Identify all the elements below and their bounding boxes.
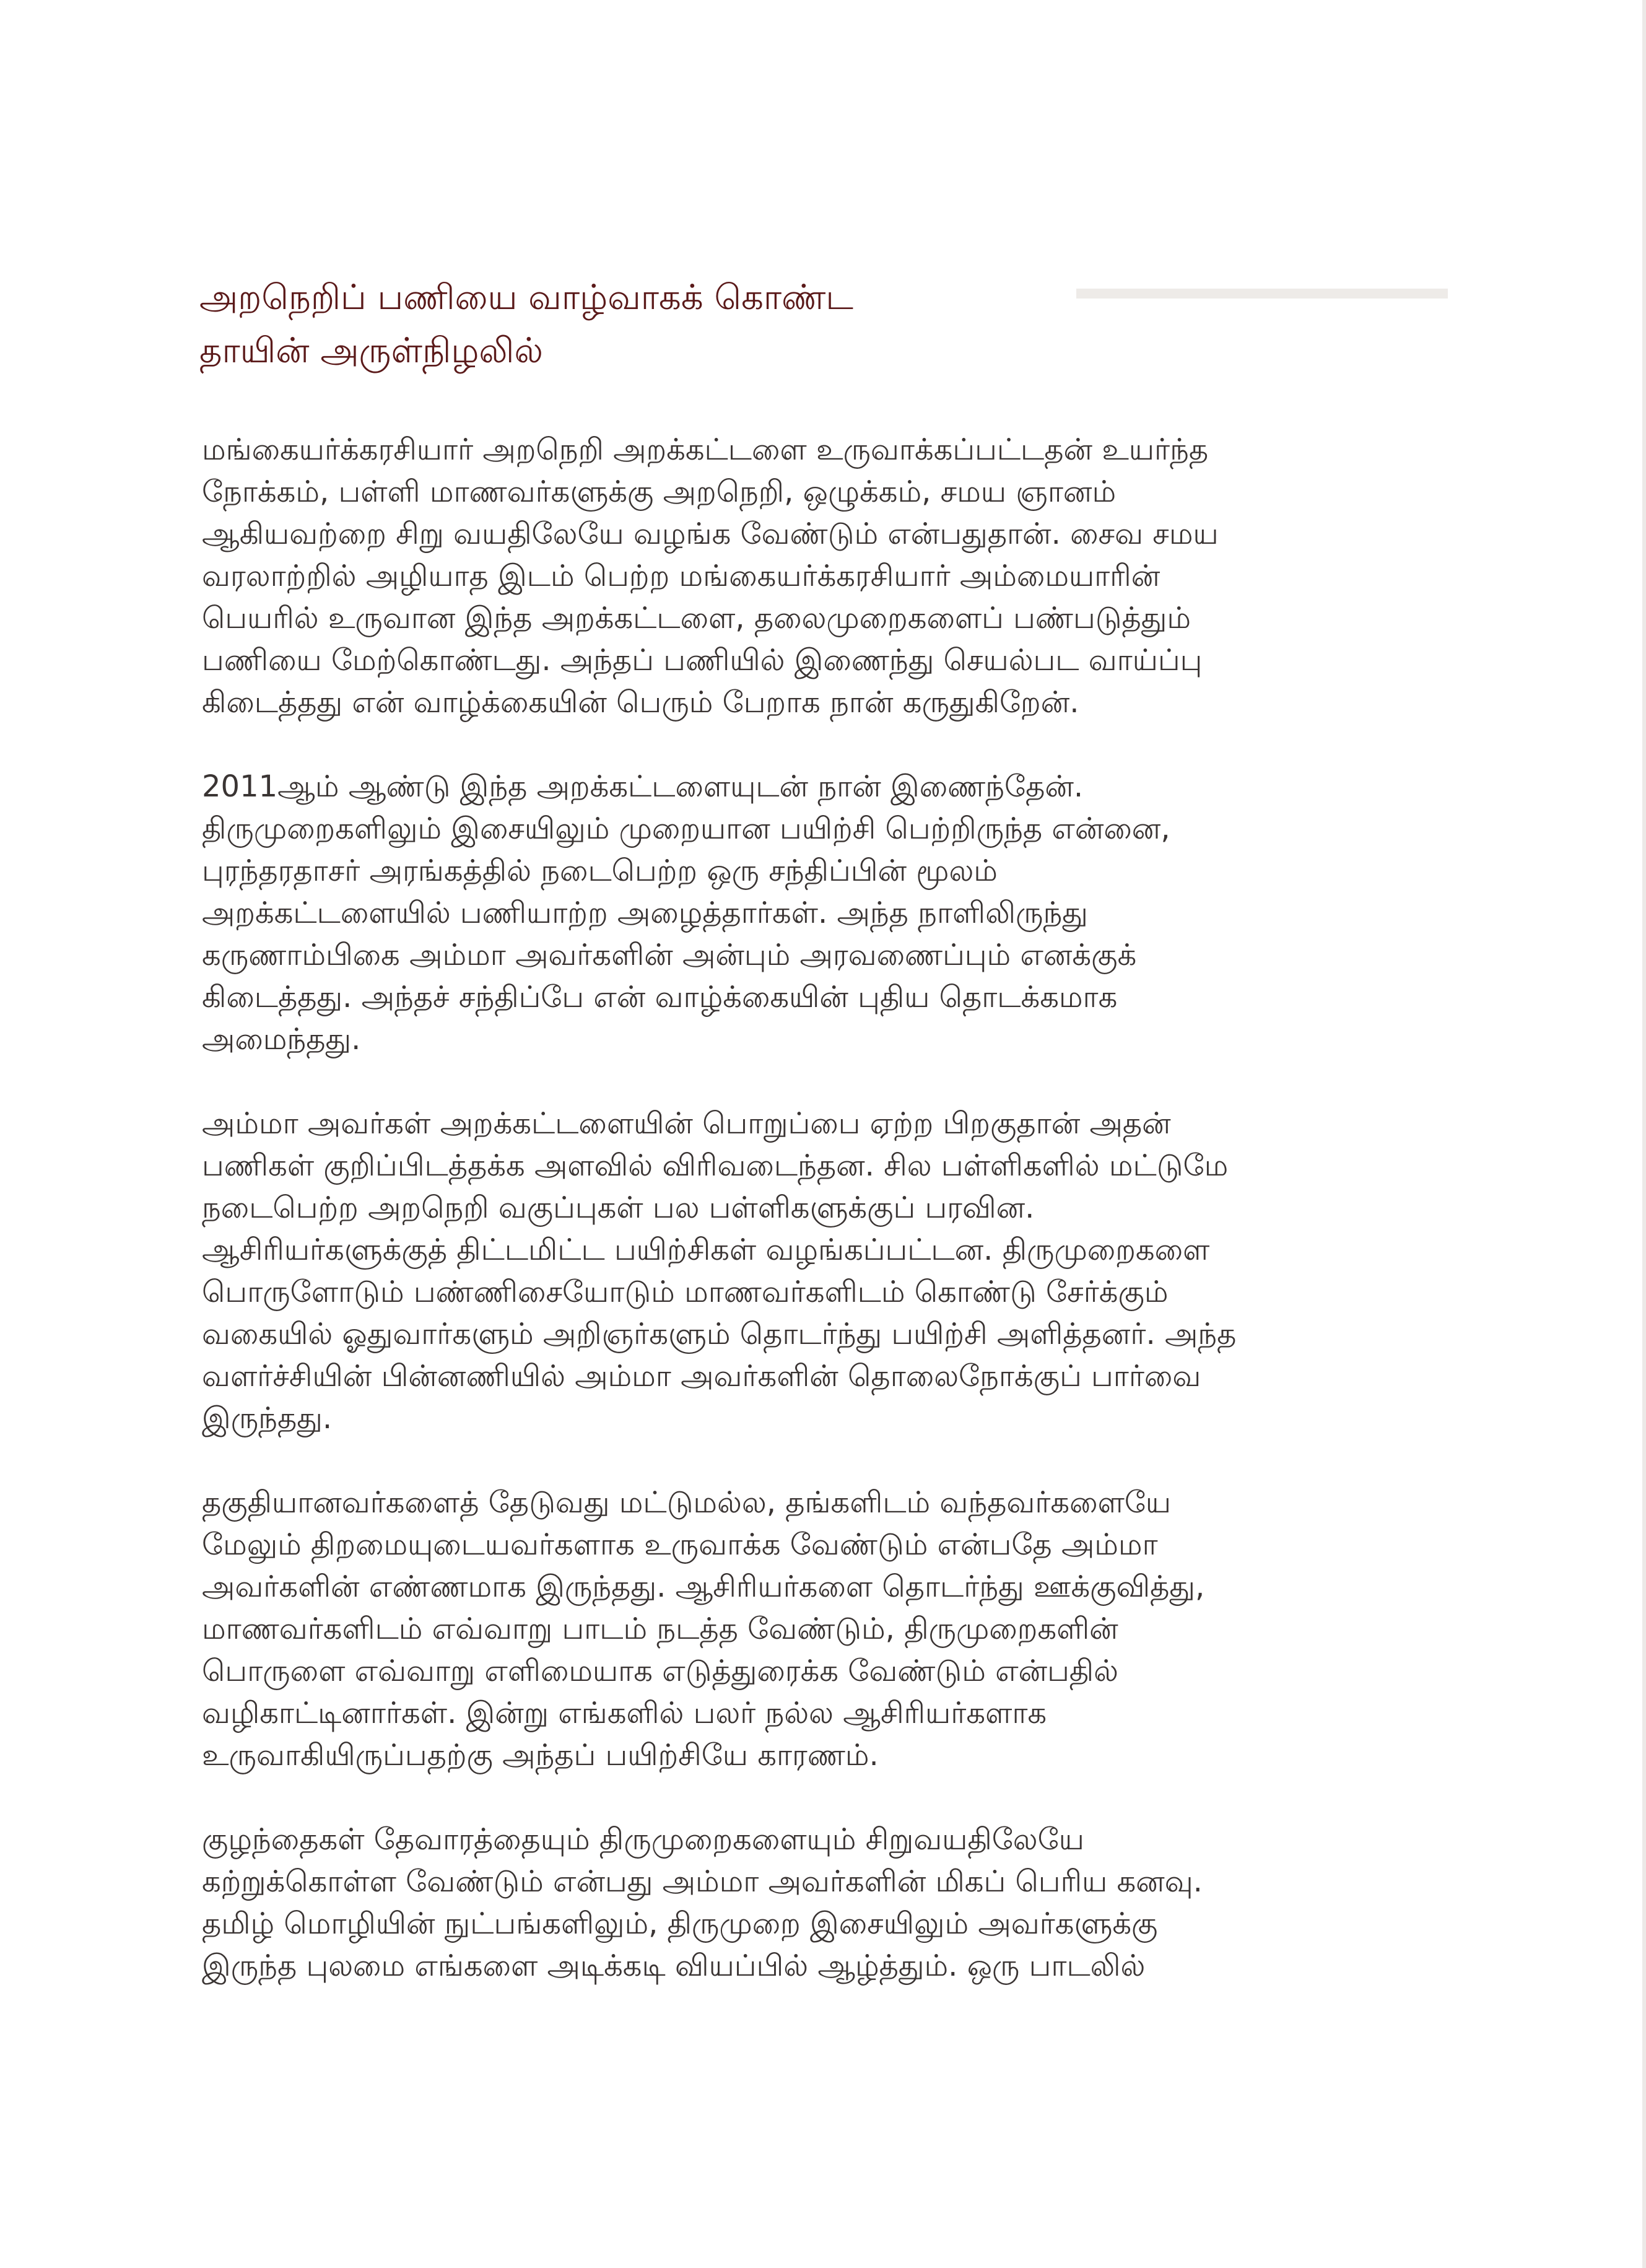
text-line: மாணவர்களிடம் எவ்வாறு பாடம் நடத்த வேண்டும், திருமுறைகளின் <box>202 1612 1118 1646</box>
text-line: பெயரில் உருவான இந்த அறக்கட்டளை, தலைமுறைகளைப் பண்படுத்தும் <box>202 601 1191 635</box>
paragraph-2 <box>202 765 1459 1060</box>
title-line-1: அறநெறிப் பணியை வாழ்வாகக் கொண்ட <box>199 277 853 318</box>
text-line: அவர்களின் எண்ணமாக இருந்தது. ஆசிரியர்களை தொடர்ந்து ஊக்குவித்து, <box>202 1569 1205 1604</box>
text-line: கருணாம்பிகை அம்மா அவர்களின் அன்பும் அரவணைப்பும் எனக்குக் <box>202 938 1137 972</box>
text-line: உருவாகியிருப்பதற்கு அந்தப் பயிற்சியே காரணம். <box>202 1738 879 1773</box>
text-line: அமைந்தது. <box>202 1022 361 1057</box>
text-line: புரந்தரதாசர் அரங்கத்தில் நடைபெற்ற ஒரு சந்திப்பின் மூலம் <box>202 853 998 888</box>
title-divider <box>1076 289 1448 299</box>
text-line: வளர்ச்சியின் பின்னணியில் அம்மா அவர்களின் தொலைநோக்குப் பார்வை <box>202 1359 1201 1394</box>
page-edge <box>1642 0 1646 2268</box>
text-line: தகுதியானவர்களைத் தேடுவது மட்டுமல்ல, தங்களிடம் வந்தவர்களையே <box>202 1485 1172 1520</box>
text-line: அம்மா அவர்கள் அறக்கட்டளையின் பொறுப்பை ஏற்ற பிறகுதான் அதன் <box>202 1106 1171 1141</box>
text-line: அறக்கட்டளையில் பணியாற்ற அழைத்தார்கள். அந்த நாளிலிருந்து <box>202 896 1088 930</box>
text-line: திருமுறைகளிலும் இசையிலும் முறையான பயிற்சி பெற்றிருந்த என்னை, <box>202 811 1170 846</box>
text-line: நோக்கம், பள்ளி மாணவர்களுக்கு அறநெறி, ஒழுக்கம், சமய ஞானம் <box>202 474 1117 509</box>
text-line: கற்றுக்கொள்ள வேண்டும் என்பது அம்மா அவர்களின் மிகப் பெரிய கனவு. <box>202 1864 1203 1899</box>
text-line: வழிகாட்டினார்கள். இன்று எங்களில் பலர் நல்ல ஆசிரியர்களாக <box>202 1696 1047 1730</box>
paragraph-1 <box>202 429 1459 723</box>
text-line: கிடைத்தது என் வாழ்க்கையின் பெரும் பேறாக நான் கருதுகிறேன். <box>202 685 1079 720</box>
text-line: கிடைத்தது. அந்தச் சந்திப்பே என் வாழ்க்கையின் புதிய தொடக்கமாக <box>202 980 1118 1014</box>
text-line: தமிழ் மொழியின் நுட்பங்களிலும், திருமுறை இசையிலும் அவர்களுக்கு <box>202 1906 1158 1941</box>
text-line: பொருளை எவ்வாறு எளிமையாக எடுத்துரைக்க வேண்டும் என்பதில் <box>202 1654 1118 1688</box>
text-line: ஆசிரியர்களுக்குத் திட்டமிட்ட பயிற்சிகள் வழங்கப்பட்டன. திருமுறைகளை <box>202 1232 1210 1267</box>
text-line: 2011ஆம் ஆண்டு இந்த அறக்கட்டளையுடன் நான் இணைந்தேன். <box>202 769 1084 804</box>
text-line: வரலாற்றில் அழியாத இடம் பெற்ற மங்கையர்க்கரசியார் அம்மையாரின் <box>202 559 1160 593</box>
text-line: மேலும் திறமையுடையவர்களாக உருவாக்க வேண்டும் என்பதே அம்மா <box>202 1527 1158 1562</box>
text-line: குழந்தைகள் தேவாரத்தையும் திருமுறைகளையும் சிறுவயதிலேயே <box>202 1822 1084 1857</box>
title-line-2: தாயின் அருள்நிழலில் <box>199 331 543 371</box>
paragraph-5 <box>202 1818 1459 1987</box>
text-line: இருந்தது. <box>202 1401 333 1436</box>
paragraph-4 <box>202 1481 1459 1776</box>
text-line: வகையில் ஓதுவார்களும் அறிஞர்களும் தொடர்ந்து பயிற்சி அளித்தனர். அந்த <box>202 1317 1237 1351</box>
text-line: பொருளோடும் பண்ணிசையோடும் மாணவர்களிடம் கொண்டு சேர்க்கும் <box>202 1275 1169 1309</box>
text-line: ஆகியவற்றை சிறு வயதிலேயே வழங்க வேண்டும் என்பதுதான். சைவ சமய <box>202 517 1219 551</box>
article-title <box>199 271 1066 378</box>
text-line: மங்கையர்க்கரசியார் அறநெறி அறக்கட்டளை உருவாக்கப்பட்டதன் உயர்ந்த <box>202 432 1209 467</box>
text-line: நடைபெற்ற அறநெறி வகுப்புகள் பல பள்ளிகளுக்குப் பரவின. <box>202 1190 1035 1225</box>
article-body <box>202 429 1459 2029</box>
text-line: இருந்த புலமை எங்களை அடிக்கடி வியப்பில் ஆழ்த்தும். ஒரு பாடலில் <box>202 1948 1146 1983</box>
text-line: பணியை மேற்கொண்டது. அந்தப் பணியில் இணைந்து செயல்பட வாய்ப்பு <box>202 643 1203 678</box>
text-line: பணிகள் குறிப்பிடத்தக்க அளவில் விரிவடைந்தன. சில பள்ளிகளில் மட்டுமே <box>202 1148 1229 1183</box>
paragraph-3 <box>202 1102 1459 1439</box>
